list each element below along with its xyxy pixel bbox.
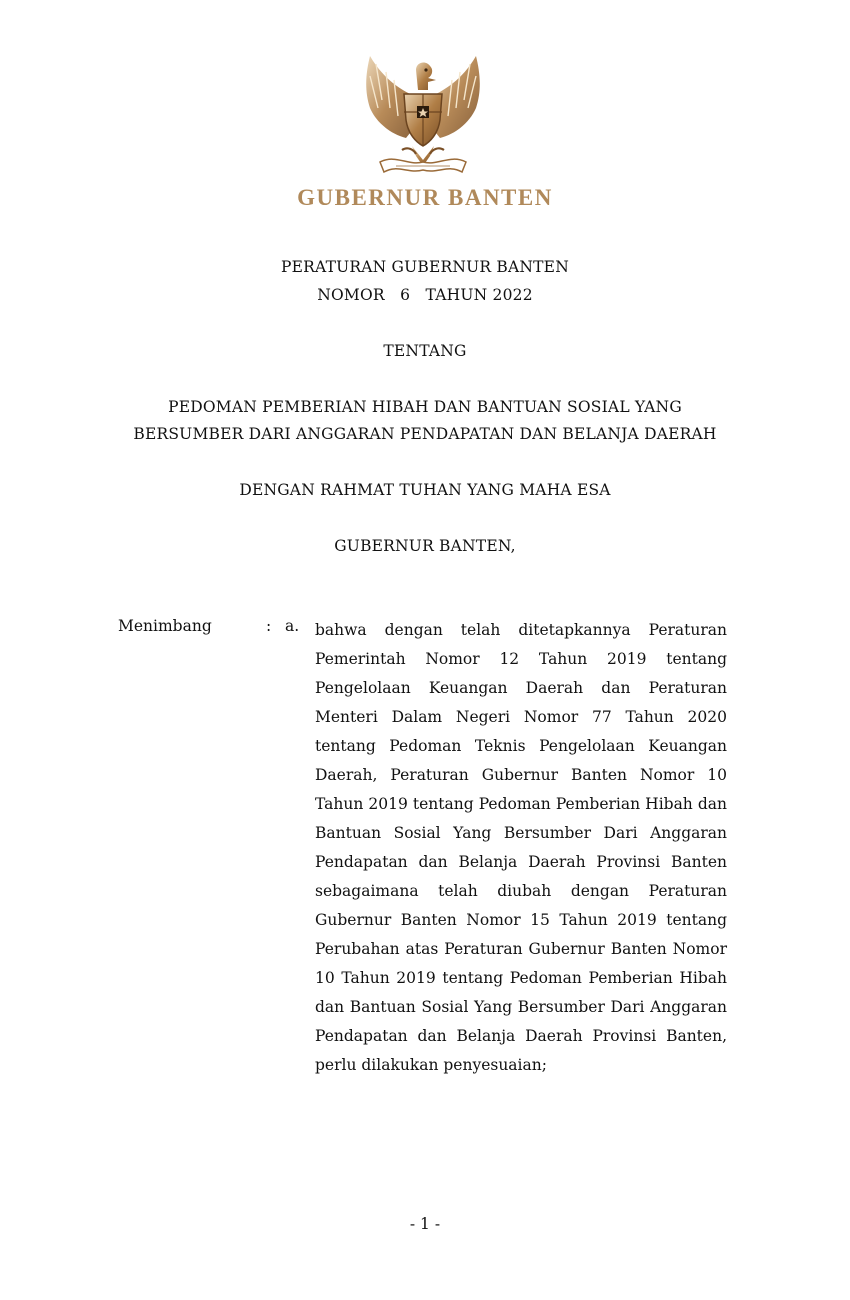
- considering-label: Menimbang: [118, 617, 212, 635]
- subject-line-2: BERSUMBER DARI ANGGARAN PENDAPATAN DAN BELANJA DAERAH: [133, 425, 717, 443]
- regulation-title: PERATURAN GUBERNUR BANTEN: [281, 258, 569, 276]
- brand-title: GUBERNUR BANTEN: [297, 185, 553, 210]
- regulation-number: NOMOR 6 TAHUN 2022: [317, 286, 533, 304]
- tentang-heading: TENTANG: [383, 342, 467, 360]
- subject-line-1: PEDOMAN PEMBERIAN HIBAH DAN BANTUAN SOSIAL YANG: [168, 398, 682, 416]
- page-number: - 1 -: [409, 1215, 441, 1233]
- considering-colon: :: [266, 617, 272, 635]
- blessing-line: DENGAN RAHMAT TUHAN YANG MAHA ESA: [239, 481, 611, 499]
- authority-line: GUBERNUR BANTEN,: [334, 537, 516, 555]
- considering-item-letter: a.: [285, 617, 300, 635]
- considering-item-text: bahwa dengan telah ditetapkannya Peraturan Pemerintah Nomor 12 Tahun 2019 tentang Pengelolaan Keuangan Daerah dan Peraturan Menteri Dalam Negeri Nomor 77 Tahun 2020 tentang Pedoman Teknis Pengelolaan Keuangan Daerah, Peraturan Gubernur Banten Nomor 10 Tahun 2019 tentang Pedoman Pemberian Hibah dan Bantuan Sosial Yang Bersumber Dari Anggaran Pendapatan dan Belanja Daerah Provinsi Banten sebagaimana telah diubah dengan Peraturan Gubernur Banten Nomor 15 Tahun 2019 tentang Perubahan atas Peraturan Gubernur Banten Nomor 10 Tahun 2019 tentang Pedoman Pemberian Hibah dan Bantuan Sosial Yang Bersumber Dari Anggaran Pendapatan dan Belanja Daerah Provinsi Banten, perlu dilakukan penyesuaian;: [315, 621, 727, 1074]
- garuda-emblem-icon: [356, 50, 490, 178]
